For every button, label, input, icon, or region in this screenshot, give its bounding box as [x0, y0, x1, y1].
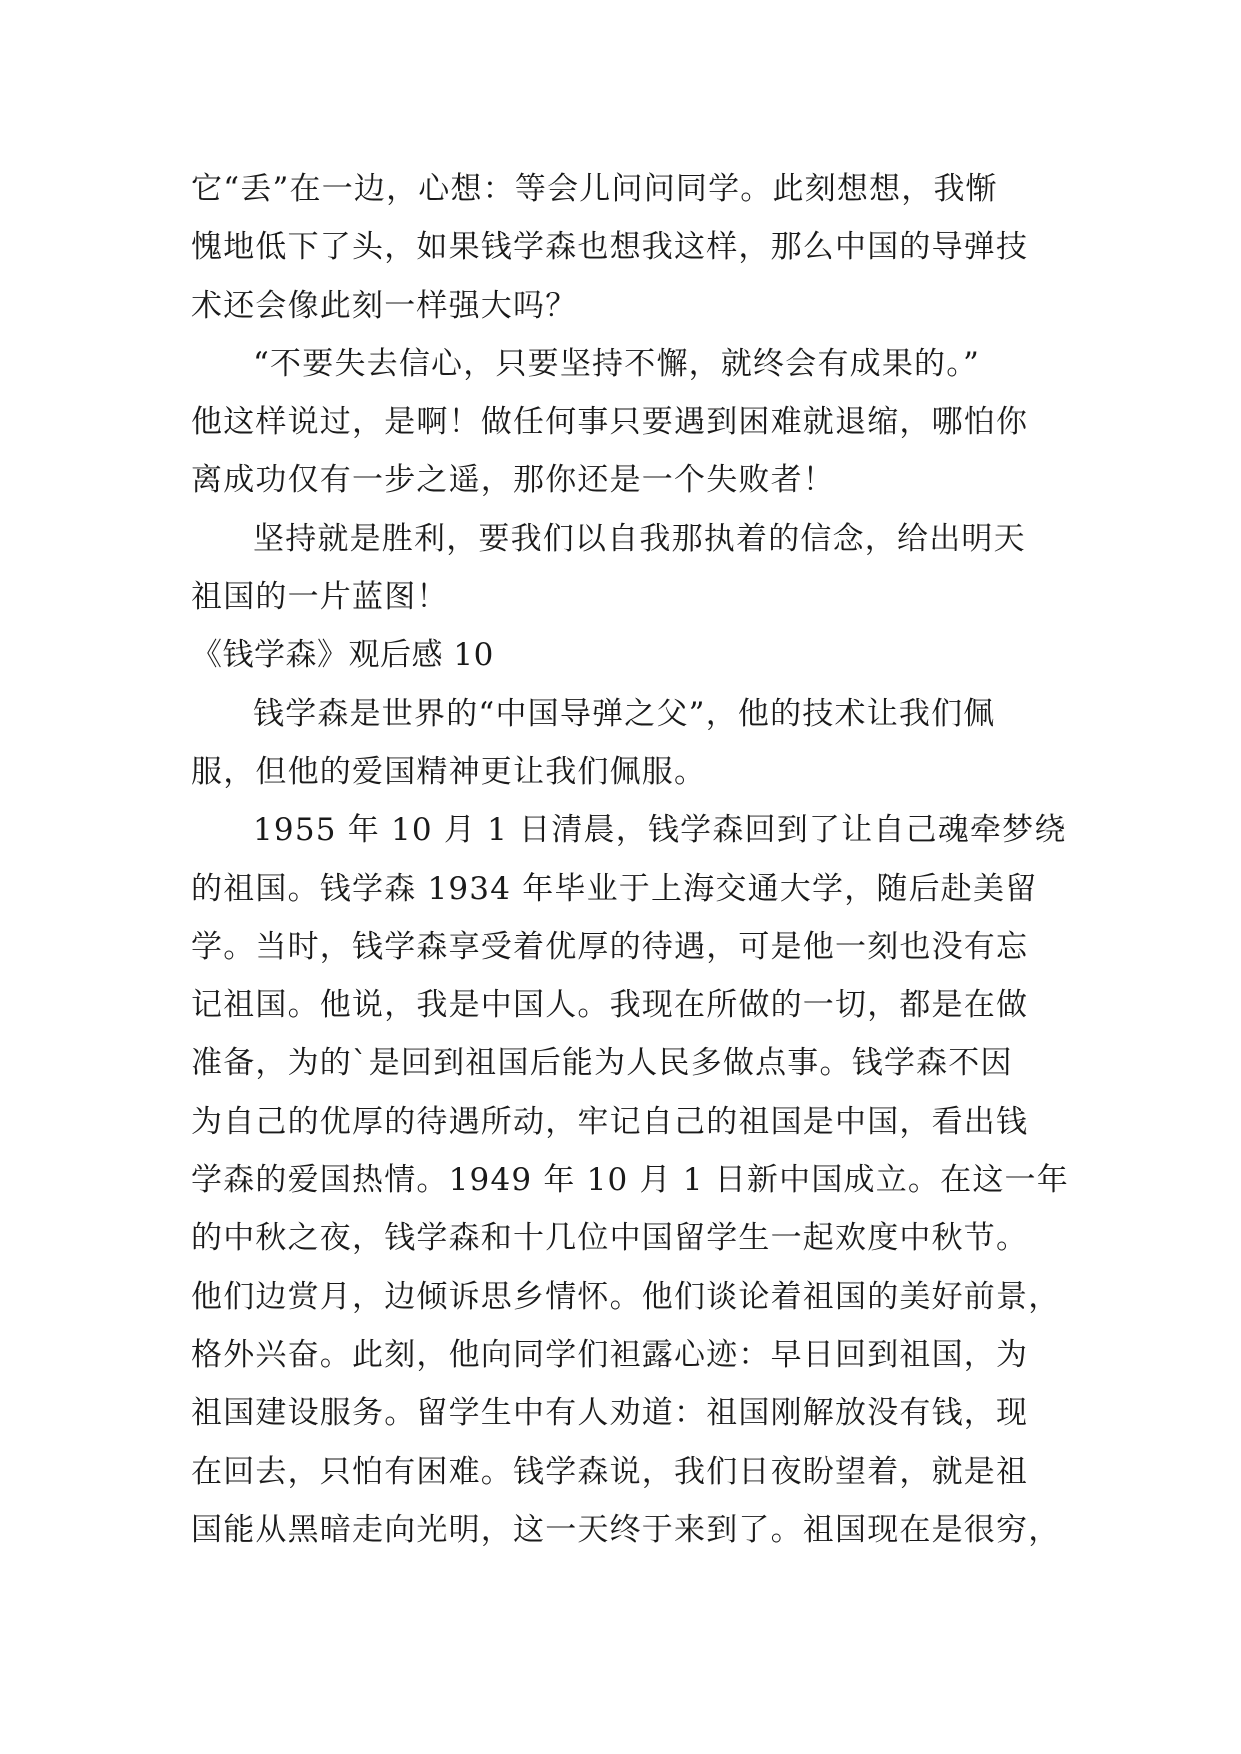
- text-line: 在回去，只怕有困难。钱学森说，我们日夜盼望着，就是祖: [191, 1453, 1029, 1490]
- text-line: 他们边赏月，边倾诉思乡情怀。他们谈论着祖国的美好前景，: [191, 1278, 1061, 1315]
- text-line: 国能从黑暗走向光明，这一天终于来到了。祖国现在是很穷，: [191, 1511, 1061, 1548]
- text-line: 它“丢”在一边，心想：等会儿问问同学。此刻想想，我惭: [191, 171, 998, 207]
- text-line: 坚持就是胜利，要我们以自我那执着的信念，给出明天: [253, 520, 1026, 557]
- text-line: 钱学森是世界的“中国导弹之父”，他的技术让我们佩: [253, 695, 996, 732]
- text-line: 记祖国。他说，我是中国人。我现在所做的一切，都是在做: [191, 987, 1029, 1024]
- text-line: “不要失去信心，只要坚持不懈，就终会有成果的。”: [253, 345, 980, 382]
- text-line: 他这样说过，是啊！做任何事只要遇到困难就退缩，哪怕你: [191, 404, 1029, 441]
- text-line: 愧地低下了头，如果钱学森也想我这样，那么中国的导弹技: [191, 229, 1029, 266]
- document-body: [191, 160, 1071, 1559]
- text-line: 术还会像此刻一样强大吗？: [191, 287, 578, 324]
- text-line: 离成功仅有一步之遥，那你还是一个失败者！: [191, 462, 835, 499]
- text-line: 准备，为的`是回到祖国后能为人民多做点事。钱学森不因: [191, 1045, 1013, 1082]
- text-line: 服，但他的爱国精神更让我们佩服。: [191, 753, 707, 790]
- text-line: 祖国的一片蓝图！: [191, 579, 449, 616]
- text-line: 1955 年 10 月 1 日清晨，钱学森回到了让自己魂牵梦绕: [253, 812, 1067, 849]
- text-line: 为自己的优厚的待遇所动，牢记自己的祖国是中国，看出钱: [191, 1103, 1029, 1140]
- text-line: 祖国建设服务。留学生中有人劝道：祖国刚解放没有钱，现: [191, 1395, 1029, 1432]
- text-line: 学。当时，钱学森享受着优厚的待遇，可是他一刻也没有忘: [191, 928, 1029, 965]
- text-line: 的中秋之夜，钱学森和十几位中国留学生一起欢度中秋节。: [191, 1220, 1029, 1257]
- section-heading: 《钱学森》观后感 10: [191, 637, 494, 674]
- text-line: 的祖国。钱学森 1934 年毕业于上海交通大学，随后赴美留: [191, 870, 1038, 907]
- text-line: 学森的爱国热情。1949 年 10 月 1 日新中国成立。在这一年: [191, 1162, 1069, 1199]
- text-line: 格外兴奋。此刻，他向同学们袒露心迹：早日回到祖国，为: [191, 1336, 1029, 1373]
